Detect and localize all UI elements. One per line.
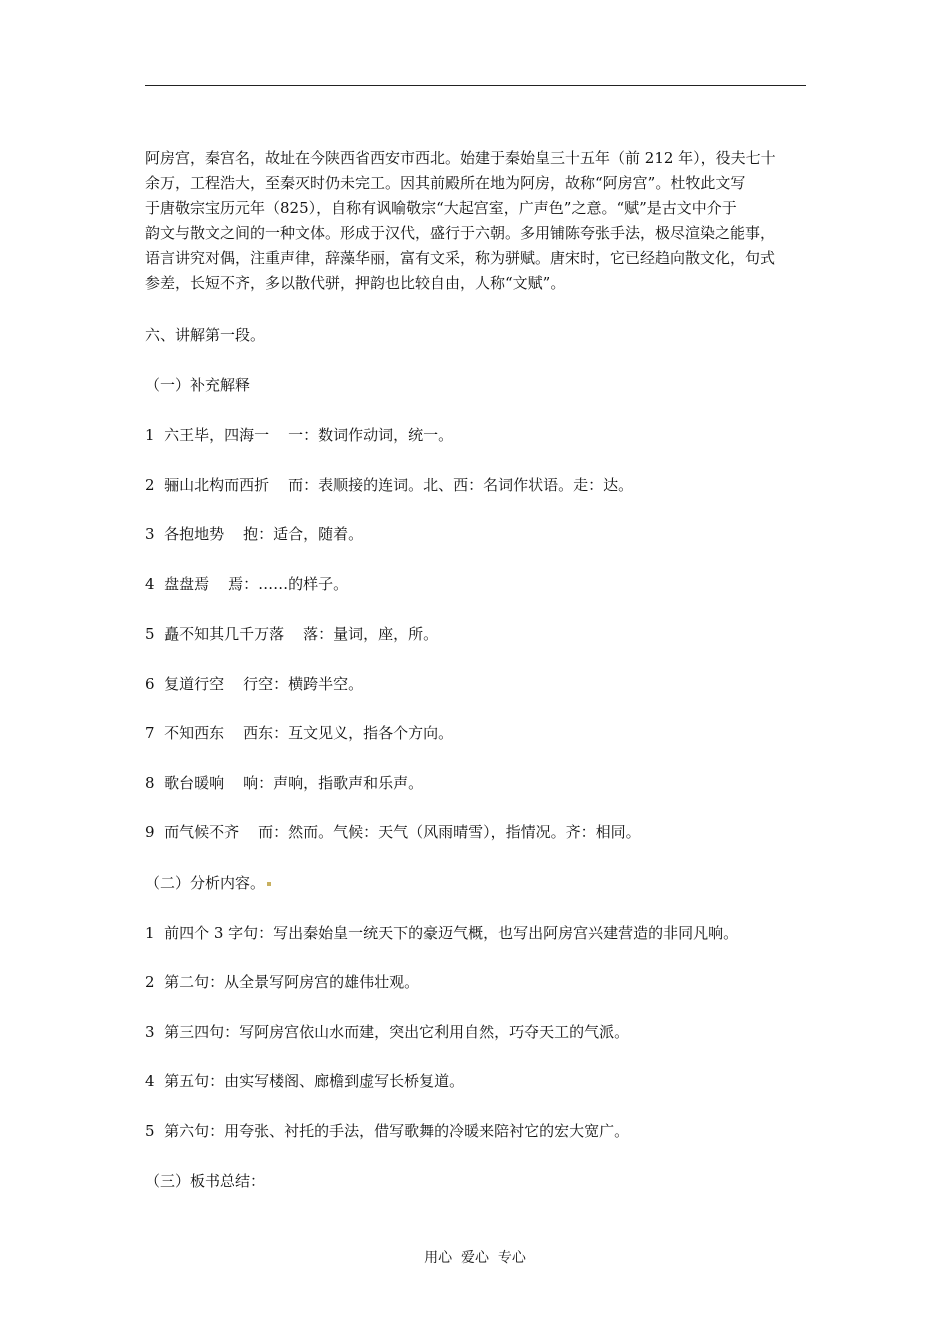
section-heading: 六、讲解第一段。 — [145, 326, 266, 344]
analysis-item: 1 前四个 3 字句：写出秦始皇一统天下的豪迈气概，也写出阿房宫兴建营造的非同凡响。 — [145, 924, 739, 942]
note-item: 6 复道行空 行空：横跨半空。 — [145, 675, 364, 693]
intro-line: 于唐敬宗宝历元年（825），自称有讽喻敬宗“大起宫室，广声色”之意。“赋”是古文中介于 — [145, 199, 737, 217]
note-item: 4 盘盘焉 焉：……的样子。 — [145, 575, 349, 593]
sub-heading-analysis-text: （二）分析内容。 — [145, 874, 266, 892]
analysis-item: 5 第六句：用夸张、衬托的手法，借写歌舞的冷暖来陪衬它的宏大宽广。 — [145, 1122, 630, 1140]
header-rule — [145, 85, 806, 86]
intro-line: 余万，工程浩大，至秦灭时仍未完工。因其前殿所在地为阿房，故称“阿房宫”。杜牧此文写 — [145, 174, 746, 192]
dot-mark-icon — [267, 882, 271, 886]
sub-heading-summary: （三）板书总结： — [145, 1172, 266, 1190]
sub-heading-explanations: （一）补充解释 — [145, 376, 251, 394]
note-item: 5 矗不知其几千万落 落：量词，座，所。 — [145, 625, 439, 643]
document-body — [145, 146, 807, 296]
note-item: 8 歌台暖响 响：声响，指歌声和乐声。 — [145, 774, 424, 792]
intro-line: 韵文与散文之间的一种文体。形成于汉代，盛行于六朝。多用铺陈夸张手法，极尽渲染之能事， — [145, 224, 776, 242]
note-item: 1 六王毕，四海一 一：数词作动词，统一。 — [145, 426, 454, 444]
analysis-item: 3 第三四句：写阿房宫依山水而建，突出它利用自然，巧夺天工的气派。 — [145, 1023, 630, 1041]
note-item: 3 各抱地势 抱：适合，随着。 — [145, 525, 364, 543]
note-item: 2 骊山北构而西折 而：表顺接的连词。北、西：名词作状语。走：达。 — [145, 476, 634, 494]
sub-heading-analysis — [145, 873, 271, 893]
analysis-item: 2 第二句：从全景写阿房宫的雄伟壮观。 — [145, 973, 420, 991]
intro-paragraph — [145, 146, 807, 296]
analysis-item: 4 第五句：由实写楼阁、廊檐到虚写长桥复道。 — [145, 1072, 465, 1090]
intro-line: 语言讲究对偶，注重声律，辞藻华丽，富有文采，称为骈赋。唐宋时，它已经趋向散文化，句式 — [145, 249, 776, 267]
page-footer: 用心 爱心 专心 — [424, 1250, 526, 1266]
note-item: 9 而气候不齐 而：然而。气候：天气（风雨晴雪），指情况。齐：相同。 — [145, 823, 641, 841]
intro-line: 参差，长短不齐，多以散代骈，押韵也比较自由，人称“文赋”。 — [145, 274, 566, 292]
note-item: 7 不知西东 西东：互文见义，指各个方向。 — [145, 724, 454, 742]
intro-line: 阿房宫，秦宫名，故址在今陕西省西安市西北。始建于秦始皇三十五年（前 212 年），役夫七十 — [145, 149, 776, 167]
